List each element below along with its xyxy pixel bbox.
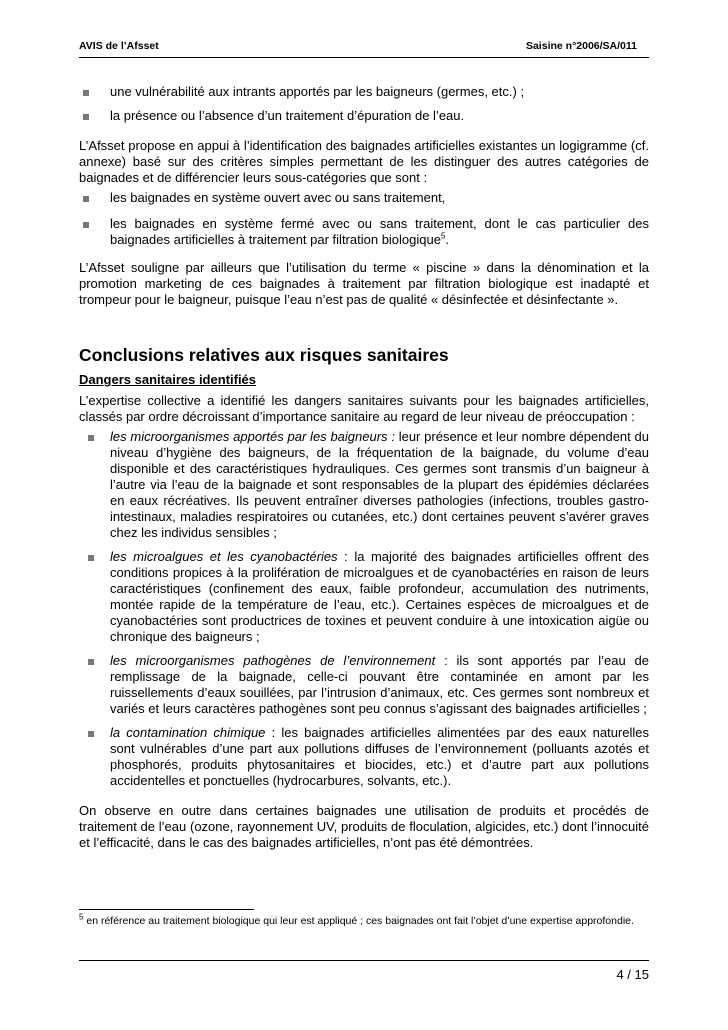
danger-text: leur présence et leur nombre dépendent du niveau d’hygiène des baigneurs, de la fréquentation de la baignade, du volume d’eau disponible et des caractéristiques hydrauliques. Ces germes sont transmis d’un baigneur à l’autre via l’eau de la baignade et sont responsables de la plupart des épidémies déclarées en eaux récréatives. Ils peuvent entraîner diverses pathologies (infections, troubles gastro-intestinaux, maladies respiratoires ou cutanées, etc.) dont certaines peuvent s’avérer graves chez les individus sensibles ; [110,429,650,540]
square-bullet-icon [88,435,94,441]
section-title: Conclusions relatives aux risques sanitaires [79,345,449,365]
list-item [79,84,649,100]
paragraph: L’Afsset propose en appui à l’identification des baignades artificielles existantes un logigramme (cf. annexe) basé sur des critères simples permettant de les distinguer des autres catégories de baignades et de différencier leurs sous-catégories que sont : [79,138,649,185]
danger-lead: la contamination chimique [110,725,266,740]
list-item [79,653,649,717]
square-bullet-icon [88,659,94,665]
list-item-text: la présence ou l’absence d’un traitement d’épuration de l’eau. [110,108,465,123]
list-item-text: les baignades en système fermé avec ou sans traitement, dont le cas particulier des baignades artificielles à traitement par filtration biologique [110,216,649,247]
subsection-title: Dangers sanitaires identifiés [79,372,257,387]
page-header [79,40,649,60]
dangers-list [79,429,649,789]
bullet-list-categories [79,190,649,248]
list-item-text: une vulnérabilité aux intrants apportés par les baigneurs (germes, etc.) ; [110,84,525,99]
list-item [79,429,649,541]
footnote-text: en référence au traitement biologique qui leur est appliqué ; ces baignades ont fait l’objet d’une expertise approfondie. [83,915,634,927]
danger-text: : la majorité des baignades artificielles offrent des conditions propices à la prolifération de microalgues et de cyanobactéries en raison de leurs caractéristiques (confinement des eaux, faible profondeur, accumulation des nutriments, montée rapide de la température de l’eau, etc.). Certaines espèces de microalgues et de cyanobactéries sont productrices de toxines et peuvent conduire à une intoxication aigüe ou chronique des baigneurs ; [110,549,649,644]
danger-text: : les baignades artificielles alimentées par des eaux naturelles sont vulnérables d’une part aux pollutions diffuses de l’environnement (polluants azotés et phosphorés, produits phytosanitaires et biocides, etc.) et d’autre part aux pollutions accidentelles et ponctuelles (hydrocarbures, solvants, etc.). [110,725,649,788]
square-bullet-icon [83,196,89,202]
danger-lead: les microorganismes apportés par les baigneurs : [110,429,395,444]
header-right: Saisine n°2006/SA/011 [525,40,637,52]
list-item-end: . [445,232,450,247]
list-item-text: les baignades en système ouvert avec ou sans traitement, [110,190,446,205]
footer-rule [79,960,649,961]
page-number: 4 / 15 [616,967,649,982]
list-item [79,190,649,206]
danger-lead: les microorganismes pathogènes de l’environnement [110,653,436,668]
list-item [79,549,649,645]
footnote-number: 5 [79,912,84,922]
paragraph: L’expertise collective a identifié les dangers sanitaires suivants pour les baignades artificielles, classés par ordre décroissant d’importance sanitaire au regard de leur niveau de préoccupation : [79,393,649,424]
square-bullet-icon [88,555,94,561]
list-item [79,725,649,789]
header-left: AVIS de l’Afsset [79,40,159,52]
paragraph: On observe en outre dans certaines baignades une utilisation de produits et procédés de traitement de l’eau (ozone, rayonnement UV, produits de floculation, algicides, etc.) dont l’innocuité et l’efficacité, dans le cas des baignades artificielles, n’ont pas été démontrées. [79,803,649,850]
paragraph: L’Afsset souligne par ailleurs que l’utilisation du terme « piscine » dans la dénomination et la promotion marketing de ces baignades à traitement par filtration biologique est inadapté et trompeur pour le baigneur, puisque l’eau n’est pas de qualité « désinfectée et désinfectante ». [79,260,649,307]
list-item [79,216,649,248]
list-item [79,108,649,124]
danger-text: : ils sont apportés par l’eau de remplissage de la baignade, celle-ci pouvant être contaminée en amont par les ruissellements d’eaux souillées, par l’intrusion d’animaux, etc. Ces germes sont nombreux et variés et leurs caractères pathogènes sont peu connus s’agissant des baignades artificielles ; [110,653,649,716]
footnote-rule [79,909,254,910]
square-bullet-icon [83,90,89,96]
bullet-list-top [79,84,649,124]
footnote-ref: 5 [440,231,446,241]
footnote [79,914,649,928]
square-bullet-icon [83,114,89,120]
page-body [79,84,649,851]
header-rule [79,57,649,58]
danger-lead: les microalgues et les cyanobactéries [110,549,338,564]
square-bullet-icon [88,731,94,737]
square-bullet-icon [83,222,89,228]
